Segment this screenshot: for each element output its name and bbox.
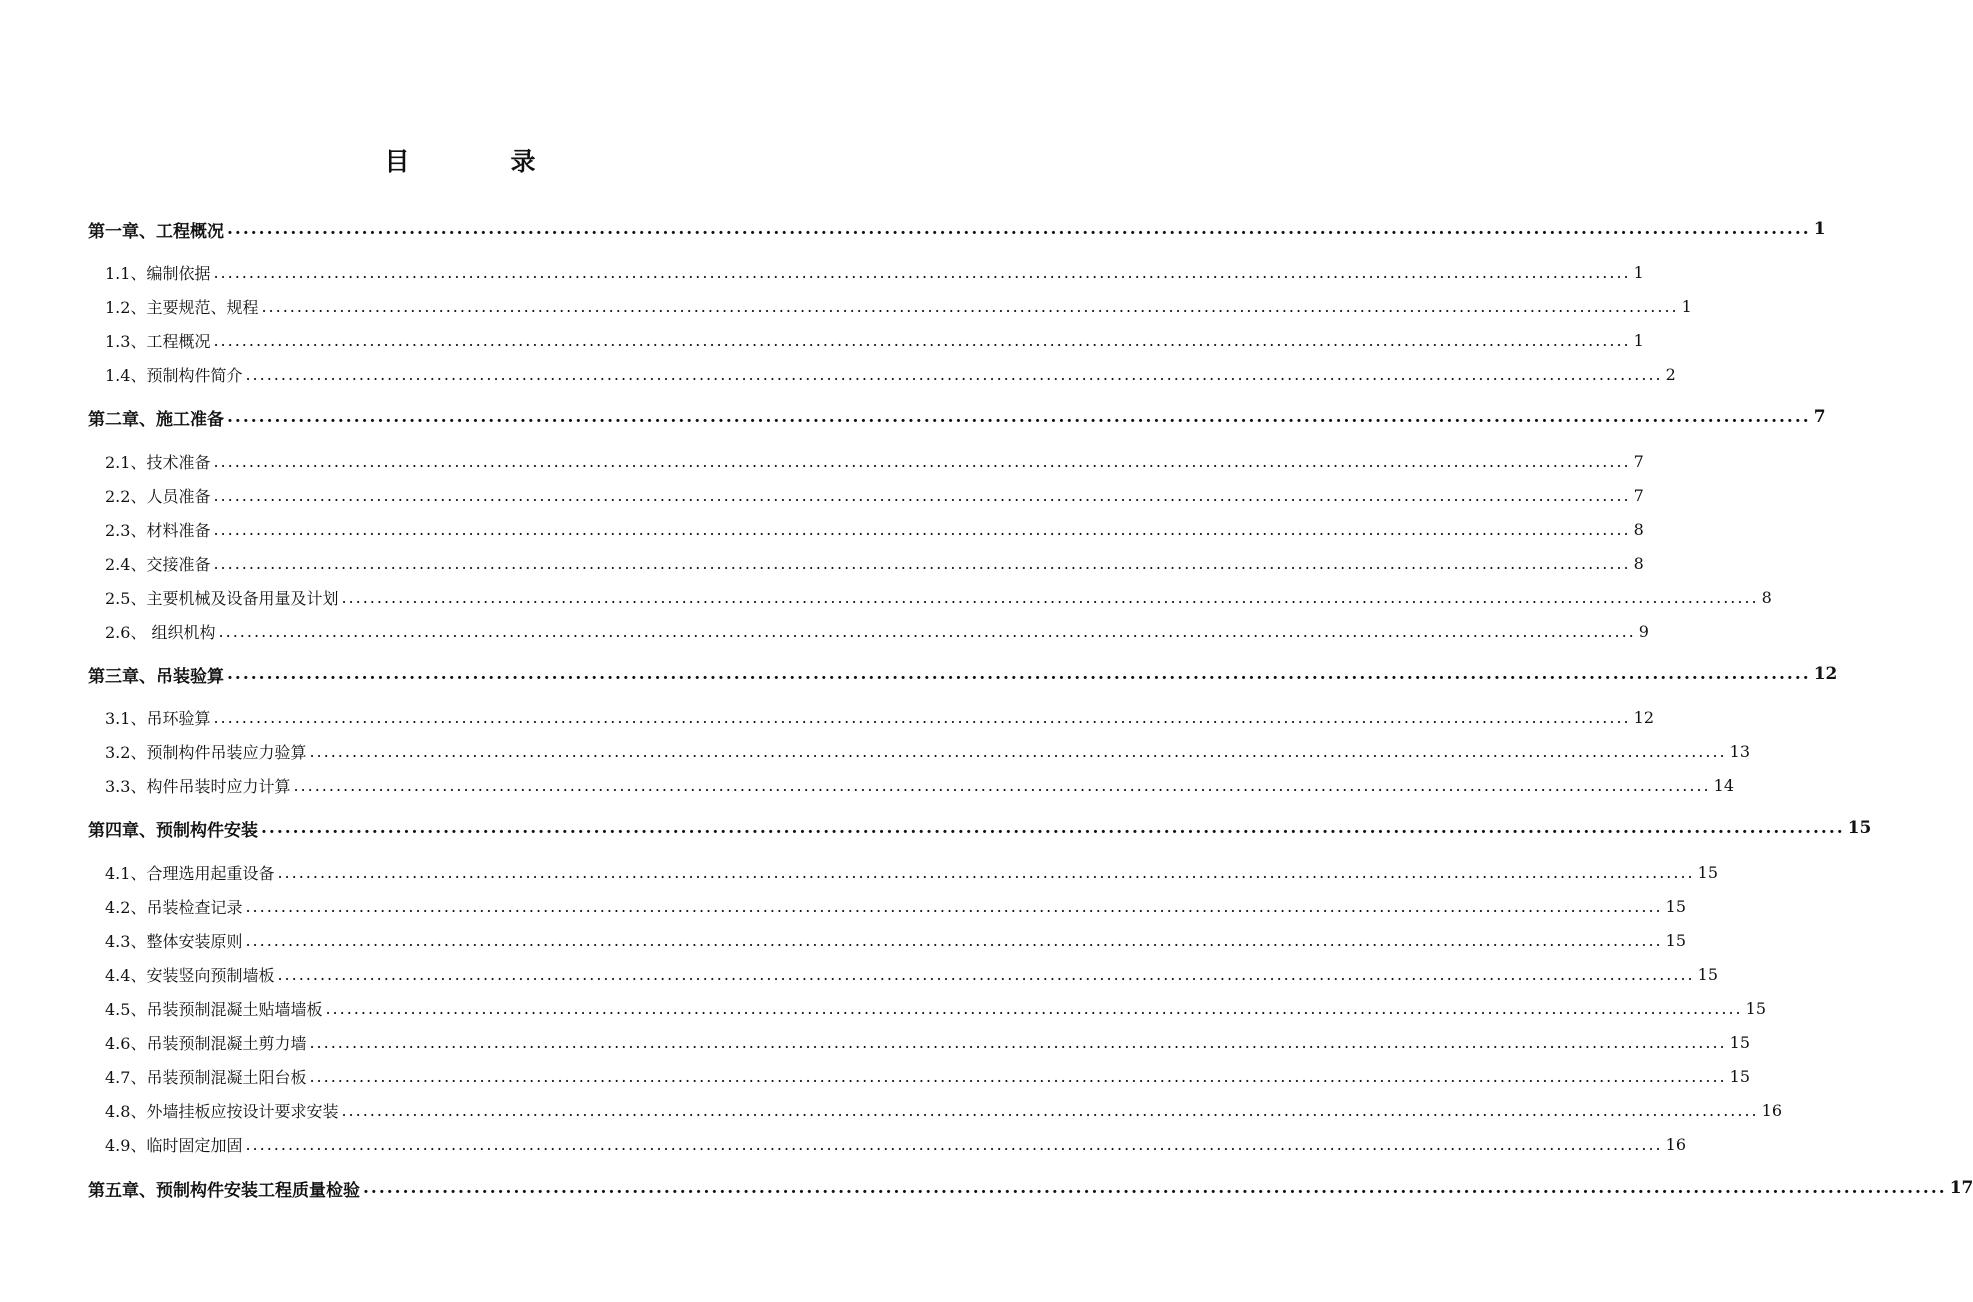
toc-entry-label: 第四章、预制构件安装 [88,820,258,841]
toc-dot-leader: ........................................................................................................................................................................................................ [293,775,1711,795]
toc-entry-label: 1.1、编制依据 [105,263,211,283]
toc-page-number: 13 [1729,741,1750,761]
toc-dot-leader: ........................................................................................................................................................................................................ [309,1032,1727,1052]
toc-section-entry[interactable] [0,771,1734,799]
toc-page-number: 9 [1638,621,1649,641]
toc-page-number: 1 [1681,296,1692,316]
toc-entry-label: 3.2、预制构件吊装应力验算 [105,742,307,762]
toc-page-number: 16 [1761,1100,1782,1120]
toc-section-entry[interactable] [0,1062,1750,1090]
toc-entry-label: 2.4、交接准备 [105,554,211,574]
toc-entry-label: 4.9、临时固定加固 [105,1135,243,1155]
toc-dot-leader: ........................................................................................................................................................................................................ [341,1100,1759,1120]
toc-dot-leader: ........................................................................................................................................................................................................ [261,296,1679,316]
toc-dot-leader: ........................................................................................................................................................................................................ [213,262,1631,282]
toc-section-entry[interactable] [0,583,1772,611]
toc-title: 目 录 [384,147,574,176]
toc-section-entry[interactable] [0,549,1644,577]
toc-section-entry[interactable] [0,1028,1750,1056]
toc-section-entry[interactable] [0,360,1676,388]
toc-entry-label: 1.3、工程概况 [105,331,211,351]
toc-page-number: 15 [1745,998,1766,1018]
toc-page-number: 1 [1633,262,1644,282]
toc-section-entry[interactable] [0,960,1718,988]
toc-entry-label: 2.1、技术准备 [105,452,211,472]
toc-page-number: 12 [1813,664,1838,684]
toc-section-entry[interactable] [0,292,1692,320]
toc-entry-label: 2.3、材料准备 [105,520,211,540]
toc-dot-leader: ........................................................................................................................................................................................................ [213,330,1631,350]
toc-page-number: 15 [1697,862,1718,882]
toc-chapter-entry[interactable] [0,215,1826,243]
toc-dot-leader: ........................................................................................................................................................................................................ [227,407,1811,427]
toc-section-entry[interactable] [0,994,1766,1022]
toc-section-entry[interactable] [0,326,1644,354]
toc-entry-label: 4.4、安装竖向预制墙板 [105,965,275,985]
toc-page-number: 8 [1633,553,1644,573]
toc-dot-leader: ........................................................................................................................................................................................................ [213,707,1631,727]
toc-section-entry[interactable] [0,515,1644,543]
toc-page-number: 1 [1633,330,1644,350]
toc-entry-label: 4.1、合理选用起重设备 [105,863,275,883]
toc-entry-label: 第一章、工程概况 [88,221,224,242]
toc-dot-leader: ........................................................................................................................................................................................................ [213,519,1631,539]
toc-entry-label: 1.2、主要规范、规程 [105,297,259,317]
toc-entry-label: 3.1、吊环验算 [105,708,211,728]
toc-page-number: 15 [1847,818,1872,838]
toc-entry-label: 2.5、主要机械及设备用量及计划 [105,588,339,608]
toc-dot-leader: ........................................................................................................................................................................................................ [309,1066,1727,1086]
toc-section-entry[interactable] [0,737,1750,765]
toc-entry-label: 4.5、吊装预制混凝土贴墙墙板 [105,999,323,1019]
toc-page-number: 7 [1633,485,1644,505]
toc-entry-label: 2.2、人员准备 [105,486,211,506]
toc-page-number: 2 [1665,364,1676,384]
toc-dot-leader: ........................................................................................................................................................................................................ [325,998,1743,1018]
toc-section-entry[interactable] [0,447,1644,475]
toc-dot-leader: ........................................................................................................................................................................................................ [213,485,1631,505]
toc-entry-label: 4.2、吊装检查记录 [105,897,243,917]
toc-dot-leader: ........................................................................................................................................................................................................ [245,1134,1663,1154]
toc-dot-leader: ........................................................................................................................................................................................................ [309,741,1727,761]
toc-section-entry[interactable] [0,892,1686,920]
toc-page-number: 7 [1633,451,1644,471]
toc-entry-label: 1.4、预制构件简介 [105,365,243,385]
toc-section-entry[interactable] [0,703,1654,731]
toc-page-number: 15 [1665,930,1686,950]
toc-page-number: 1 [1813,219,1826,239]
toc-chapter-entry[interactable] [0,814,1872,842]
toc-page-number: 8 [1761,587,1772,607]
toc-page-number: 17 [1949,1178,1973,1198]
toc-entry-label: 第二章、施工准备 [88,409,224,430]
toc-section-entry[interactable] [0,926,1686,954]
toc-page-number: 7 [1813,407,1826,427]
toc-dot-leader: ........................................................................................................................................................................................................ [277,964,1695,984]
toc-section-entry[interactable] [0,1130,1686,1158]
toc-dot-leader: ........................................................................................................................................................................................................ [245,930,1663,950]
toc-entry-label: 4.7、吊装预制混凝土阳台板 [105,1067,307,1087]
toc-dot-leader: ........................................................................................................................................................................................................ [218,621,1636,641]
toc-page-number: 15 [1729,1032,1750,1052]
toc-chapter-entry[interactable] [0,1174,1973,1202]
toc-dot-leader: ........................................................................................................................................................................................................ [245,364,1663,384]
toc-entry-label: 第三章、吊装验算 [88,666,224,687]
toc-section-entry[interactable] [0,258,1644,286]
toc-section-entry[interactable] [0,1096,1782,1124]
toc-page-number: 15 [1697,964,1718,984]
toc-section-entry[interactable] [0,617,1649,645]
toc-page-number: 15 [1665,896,1686,916]
toc-dot-leader: ........................................................................................................................................................................................................ [363,1178,1947,1198]
toc-section-entry[interactable] [0,858,1718,886]
toc-dot-leader: ........................................................................................................................................................................................................ [277,862,1695,882]
toc-dot-leader: ........................................................................................................................................................................................................ [245,896,1663,916]
toc-chapter-entry[interactable] [0,403,1826,431]
toc-section-entry[interactable] [0,481,1644,509]
toc-page-number: 8 [1633,519,1644,539]
toc-dot-leader: ........................................................................................................................................................................................................ [213,553,1631,573]
toc-dot-leader: ........................................................................................................................................................................................................ [213,451,1631,471]
toc-entry-label: 3.3、构件吊装时应力计算 [105,776,291,796]
toc-page-number: 15 [1729,1066,1750,1086]
toc-dot-leader: ........................................................................................................................................................................................................ [261,818,1845,838]
toc-entry-label: 4.6、吊装预制混凝土剪力墙 [105,1033,307,1053]
toc-page-number: 14 [1713,775,1734,795]
toc-entry-label: 4.3、整体安装原则 [105,931,243,951]
toc-page-number: 12 [1633,707,1654,727]
toc-dot-leader: ........................................................................................................................................................................................................ [227,219,1811,239]
toc-entry-label: 4.8、外墙挂板应按设计要求安装 [105,1101,339,1121]
toc-entry-label: 第五章、预制构件安装工程质量检验 [88,1180,360,1201]
toc-dot-leader: ........................................................................................................................................................................................................ [341,587,1759,607]
toc-chapter-entry[interactable] [0,660,1838,688]
toc-entry-label: 2.6、 组织机构 [105,622,216,642]
toc-dot-leader: ........................................................................................................................................................................................................ [227,664,1811,684]
toc-page-number: 16 [1665,1134,1686,1154]
